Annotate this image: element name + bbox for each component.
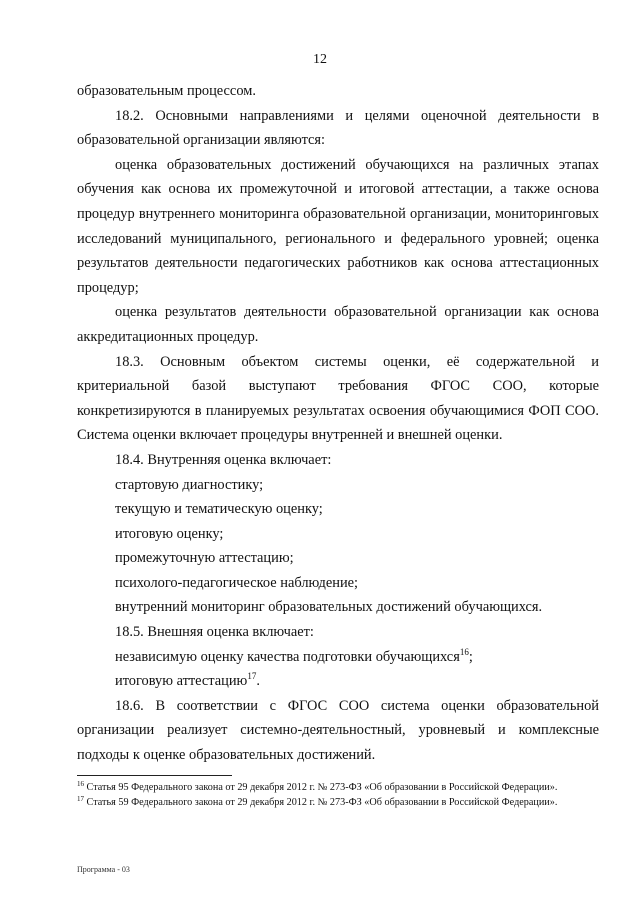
footnote-text: Статья 59 Федерального закона от 29 декабря 2012 г. № 273-ФЗ «Об образовании в Российской Федерации». [86,796,558,808]
paragraph: образовательным процессом. [77,83,256,99]
list-item: психолого-педагогическое наблюдение; [115,574,359,591]
list-item-text: итоговую аттестацию [115,673,248,690]
list-item [77,669,599,694]
footnote-separator [77,775,232,776]
list-item: внутренний мониторинг образовательных достижений обучающихся. [115,599,543,616]
section-18-4: 18.4. Внутренняя оценка включает: [115,451,332,468]
footnote-17 [77,794,599,810]
footnote-ref-17[interactable]: 17 [247,671,257,682]
section-18-3: 18.3. Основным объектом системы оценки, её содержательной и критериальной базой выступают требования ФГОС СОО, которые конкретизируются в планируемых результатах освоения обучающимися ФОП СОО. Система оценки включает процедуры внутренней и внешней оценки. [77,353,599,444]
footnote-16 [77,782,599,795]
section-18-2: 18.2. Основными направлениями и целями оценочной деятельности в образовательной организации являются: [77,107,599,149]
list-item: итоговую оценку; [115,525,224,542]
footnotes [77,782,599,811]
footnote-ref-16[interactable]: 16 [459,646,469,657]
list-item: стартовую диагностику; [115,476,264,493]
list-item-text: независимую оценку качества подготовки обучающихся [115,648,460,665]
section-18-5: 18.5. Внешняя оценка включает: [115,624,314,641]
list-item-tail: . [256,673,260,690]
list-item [77,645,599,670]
footnote-mark: 17 [77,794,84,803]
footnote-text: Статья 95 Федерального закона от 29 декабря 2012 г. № 273-ФЗ «Об образовании в Российской Федерации». [86,782,558,793]
list-item: текущую и тематическую оценку; [115,501,323,518]
page-footer: Программа - 03 [77,865,130,874]
paragraph: оценка результатов деятельности образовательной организации как основа аккредитационных процедур. [77,304,599,345]
section-18-6: 18.6. В соответствии с ФГОС СОО система оценки образовательной организации реализует системно-деятельностный, уровневый и комплексные подходы к оценке образовательных достижений. [77,697,599,764]
paragraph: оценка образовательных достижений обучающихся на различных этапах обучения как основа их промежуточной и итоговой аттестации, а также основа процедур внутреннего мониторинга образовательной организации, мониторинговых исследований муниципального, регионального и федерального уровней; оценка результатов деятельности педагогических работников как основа аттестационных процедур; [77,156,599,296]
footnote-mark: 16 [77,780,84,788]
page-number: 12 [313,52,327,67]
list-item-tail: ; [468,648,473,665]
document-body [77,79,599,768]
list-item: промежуточную аттестацию; [115,550,294,567]
